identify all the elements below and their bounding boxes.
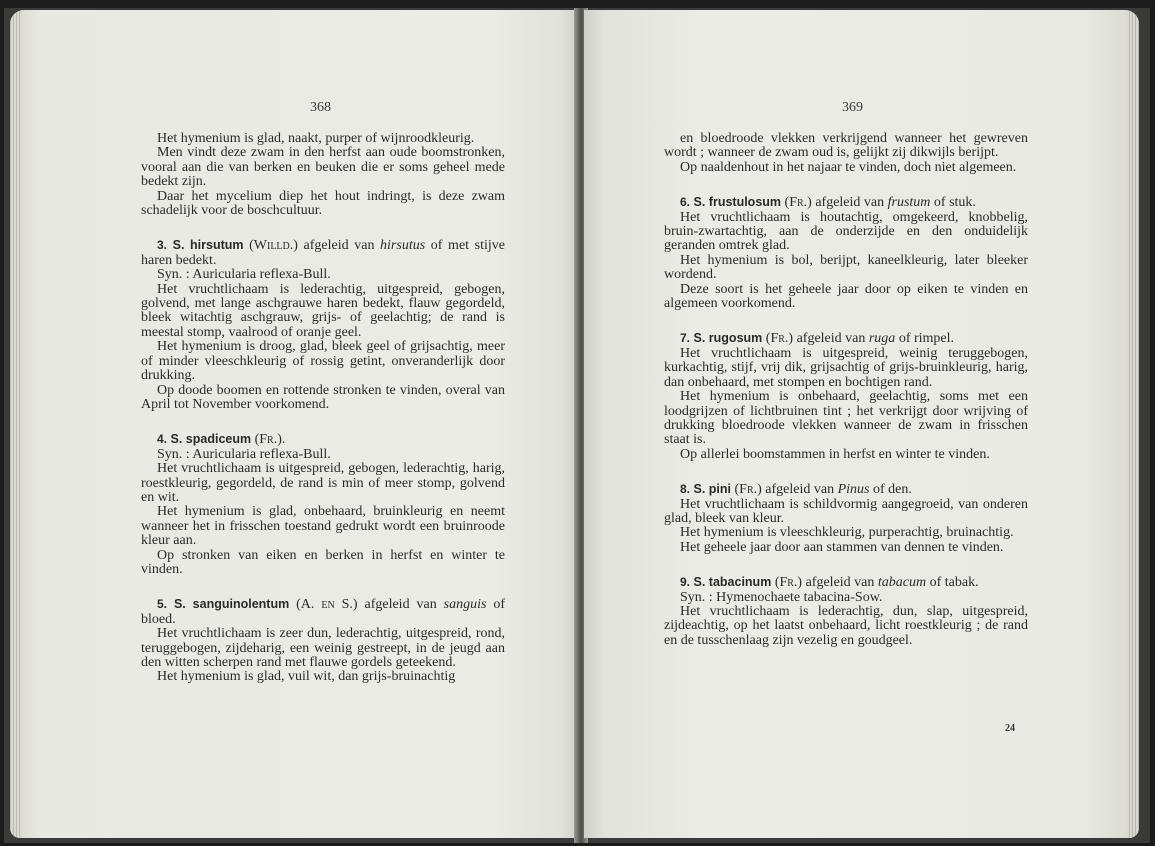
species-name: S. sanguinolentum [173,597,290,612]
species-entry-heading [664,482,1028,497]
derivation-text: of rimpel. [898,331,955,347]
entry-paragraph: Op doode boomen en rottende stronken te vinden, overal van April tot November voorkomend. [141,382,505,412]
entry-paragraph: Op allerlei boomstammen in herfst en winter te vinden. [680,446,990,462]
author-citation: (A. en S.) [296,597,358,613]
derivation-text: afgeleid van [805,575,875,591]
entry-paragraph: Op stronken van eiken en berken in herfst en winter te vinden. [141,547,505,577]
right-page [584,10,1139,838]
entry-number: 6. [680,195,691,210]
author-citation: (Fr.). [254,432,286,448]
entry-paragraph: Het hymenium is droog, glad, bleek geel of grijsachtig, meer of minder vleeschkleurig of rossig getint, onveranderlijk door drukking. [141,339,505,384]
page-edges-right [1127,10,1139,838]
derivation-text: afgeleid van [364,597,437,613]
derivation-text: afgeleid van [815,195,885,211]
paragraph: en bloedroode vlekken verkrijgend wanneer het gewreven wordt ; wanneer de zwam oud is, gelijkt zij dikwijls berijpt. [664,131,1028,161]
entry-paragraph: Het geheele jaar door aan stammen van dennen te vinden. [680,539,1004,555]
page-number: 368 [310,100,331,115]
entry-paragraph: Syn. : Auricularia reflexa-Bull. [157,267,331,283]
species-name: S. frustulosum [693,195,782,210]
derivation-text: of bloed. [141,597,506,627]
entry-paragraph: Het hymenium is onbehaard, geelachtig, soms met een loodgrijzen of lichtbruinen tint ; het verkrijgt door wrijving of drukking bloedroode vlekken wanneer de zwam in frisschen staat is. [664,389,1028,448]
paragraph: Men vindt deze zwam in den herfst aan oude boomstronken, vooral aan die van berken en beuken die er soms geheel mede bedekt zijn. [141,145,505,190]
entry-paragraph: Het hymenium is bol, berijpt, kaneelkleurig, later bleeker wordend. [664,252,1028,283]
species-entry-heading [664,575,1028,590]
derivation-text: afgeleid van [303,238,375,254]
derivation-word: sanguis [443,597,487,613]
section-gap [664,175,1028,195]
entry-number: 3. [157,238,168,253]
entry-number: 7. [680,331,691,346]
entry-number: 4. [157,432,168,447]
species-entry-heading [141,597,505,627]
author-citation: (Fr.) [734,482,762,498]
section-gap [141,412,505,432]
derivation-word: hirsutus [380,238,426,254]
entry-number: 5. [157,597,168,612]
page-edges-left [10,10,22,838]
entry-paragraph: Het hymenium is glad, vuil wit, dan grijs-bruinachtig [157,669,456,685]
right-page-text [664,132,1028,648]
left-page-text [141,132,505,685]
paragraph: Daar het mycelium diep het hout indringt, is deze zwam schadelijk voor de boschcultuur. [141,188,505,219]
entry-paragraph: Het hymenium is vleeschkleurig, purperachtig, bruinachtig. [680,525,1014,541]
derivation-text: afgeleid van [765,482,835,498]
derivation-text: of den. [872,482,912,498]
derivation-word: Pinus [837,482,870,498]
derivation-text: afgeleid van [796,331,866,347]
species-entry-heading [664,195,1028,210]
species-entry-heading [141,238,505,268]
author-citation: (Fr.) [774,575,803,591]
derivation-text: of met stijve haren bedekt. [141,238,505,268]
entry-paragraph: Het vruchtlichaam is uitgespreid, gebogen, lederachtig, harig, roestkleurig, gegordeld, de rand is min of meer stomp, golvend en wit. [141,461,505,505]
entry-number: 8. [680,482,691,497]
entry-paragraph: Het hymenium is glad, onbehaard, bruinkleurig en neemt wanneer het in frisschen toestand gedrukt wordt een bruinroode kleur aan. [141,504,505,549]
paragraph: Het hymenium is glad, naakt, purper of wijnroodkleurig. [157,131,475,146]
species-name: S. pini [693,482,732,497]
species-entry-heading [141,432,505,447]
entry-paragraph: Deze soort is het geheele jaar door op eiken te vinden en algemeen voorkomend. [664,281,1028,312]
open-book [4,8,1150,843]
entry-paragraph: Het vruchtlichaam is zeer dun, lederachtig, uitgespreid, rond, teruggebogen, zijdeharig, een weinig gestreept, in de jeugd aan den witten scherpen rand met flauwe gordels geteekend. [141,626,505,670]
derivation-word: ruga [868,331,896,347]
entry-paragraph: Het vruchtlichaam is uitgespreid, weinig teruggebogen, kurkachtig, stijf, vrij dik, grijsachtig of grijs-bruinkleurig, harig, dan onbehaard, met stompen en bochtigen rand. [664,345,1028,390]
left-page [10,10,582,838]
species-name: S. rugosum [693,331,763,346]
section-gap [664,311,1028,331]
derivation-text: of tabak. [929,575,979,591]
entry-paragraph: Het vruchtlichaam is schildvormig aangegroeid, van onderen glad, bleek van kleur. [664,496,1028,526]
author-citation: (Fr.) [765,331,794,347]
entry-number: 9. [680,575,691,590]
derivation-word: tabacum [877,575,927,591]
section-gap [141,577,505,597]
species-entry-heading [664,331,1028,346]
section-gap [664,555,1028,575]
entry-paragraph: Het vruchtlichaam is houtachtig, omgekeerd, knobbelig, bruin-zwartachtig, aan de onderzijde en den onduidelijk geranden omtrek glad. [664,209,1028,254]
species-name: S. spadiceum [170,432,252,447]
signature-mark: 24 [1005,723,1015,734]
section-gap [141,218,505,238]
author-citation: (Willd.) [249,238,298,254]
entry-paragraph: Het vruchtlichaam is lederachtig, uitgespreid, gebogen, golvend, met lange aschgrauwe haren bedekt, flauw gegordeld, bleek witachtig aschgrauw, grijs- of geelachtig; de rand is meestal stomp, vaalrood of oranje geel. [141,281,505,340]
page-number: 369 [842,100,863,115]
section-gap [664,462,1028,482]
derivation-text: of stuk. [933,195,976,211]
entry-paragraph: Syn. : Hymenochaete tabacina-Sow. [680,589,883,605]
entry-paragraph: Het vruchtlichaam is lederachtig, dun, slap, uitgespreid, zijdeachtig, op het laatst onbehaard, licht roestkleurig ; de rand en de tusschenlaag zijn vezelig en goudgeel. [664,603,1028,648]
paragraph: Op naaldenhout in het najaar te vinden, doch niet algemeen. [680,159,1017,175]
species-name: S. hirsutum [172,238,244,253]
derivation-word: frustum [887,195,931,211]
entry-paragraph: Syn. : Auricularia reflexa-Bull. [157,446,331,462]
species-name: S. tabacinum [693,575,772,590]
author-citation: (Fr.) [784,195,812,211]
